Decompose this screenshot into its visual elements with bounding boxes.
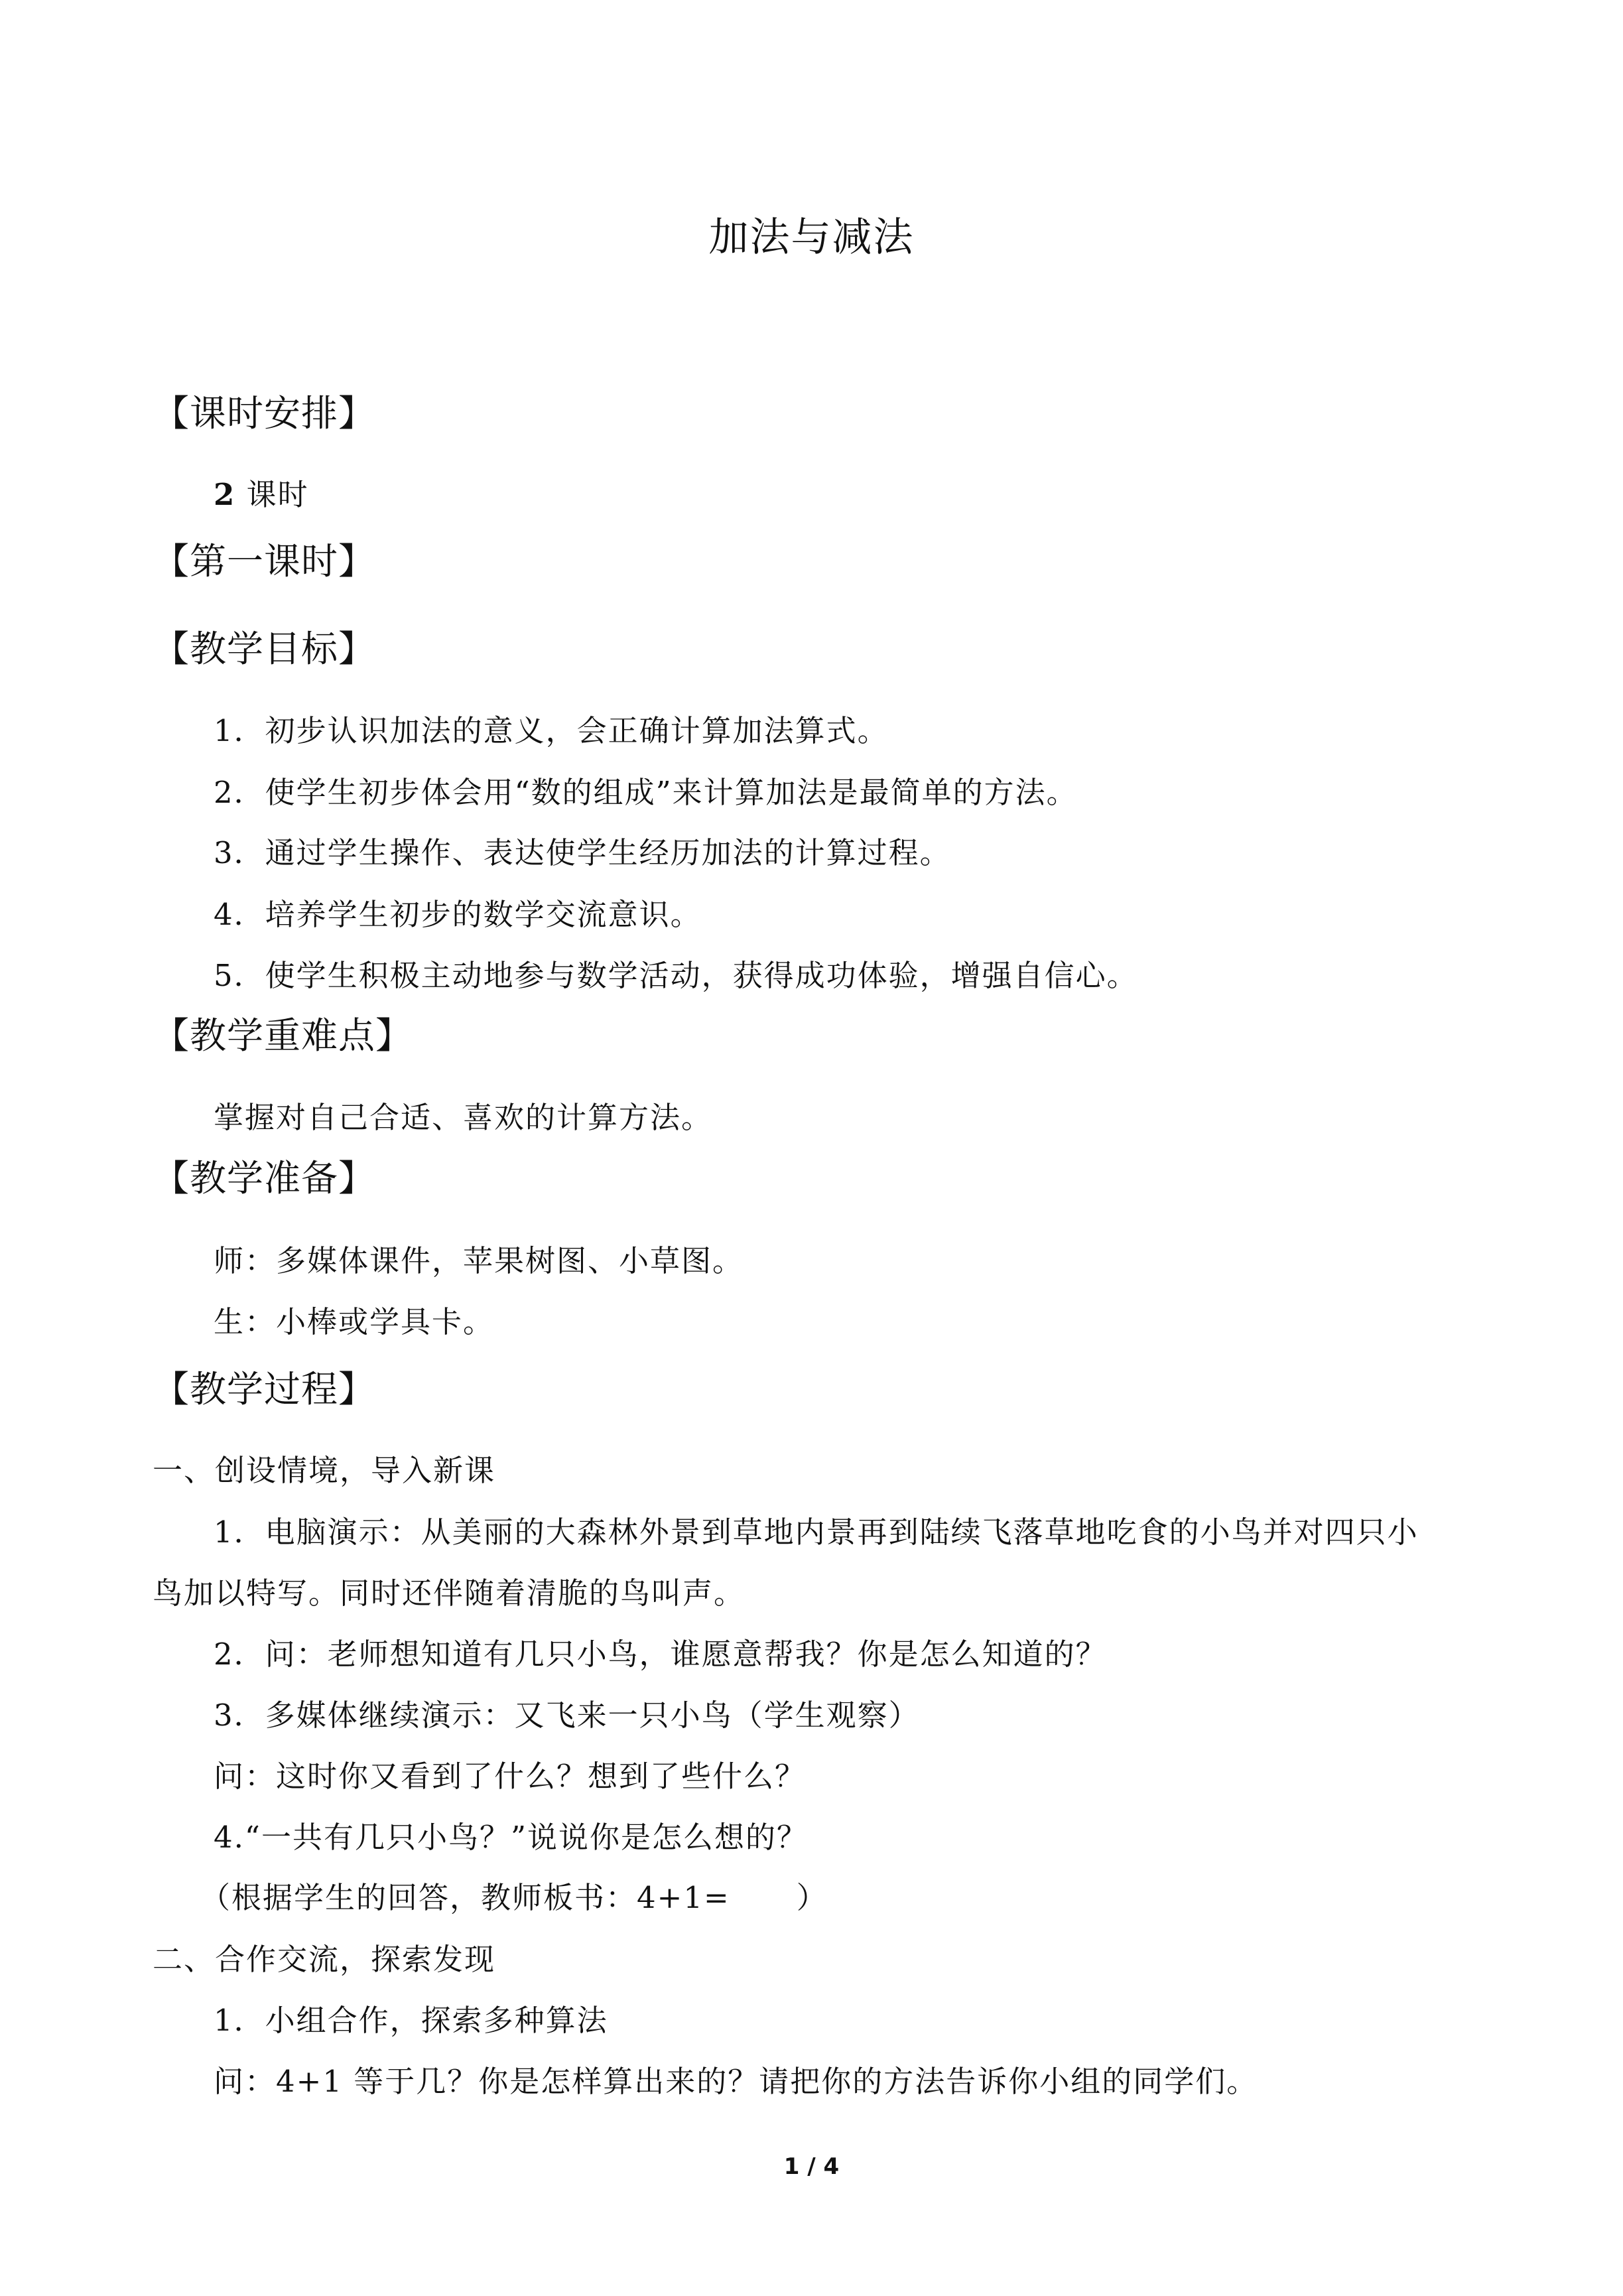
section-1-item-4-note xyxy=(200,1878,828,1918)
schedule-number: 2 xyxy=(214,477,236,512)
section-2-title: 二、合作交流，探索发现 xyxy=(153,1942,496,1977)
document-title: 加法与减法 xyxy=(708,214,915,261)
section-1-item-4: 4.“一共有几只小鸟？”说说你是怎么想的？ xyxy=(214,1820,808,1855)
board-note-equation: （根据学生的回答，教师板书：4+1= xyxy=(200,1880,730,1915)
goal-item-4: 4．培养学生初步的数学交流意识。 xyxy=(214,897,702,932)
schedule-line xyxy=(214,475,309,515)
section-1-item-2: 2．问：老师想知道有几只小鸟，谁愿意帮我？你是怎么知道的？ xyxy=(214,1637,1107,1672)
goal-item-1: 1．初步认识加法的意义，会正确计算加法算式。 xyxy=(214,713,889,748)
heading-process: 【教学过程】 xyxy=(153,1368,376,1410)
prep-student: 生：小棒或学具卡。 xyxy=(214,1304,495,1339)
heading-first-lesson: 【第一课时】 xyxy=(153,540,376,582)
heading-schedule: 【课时安排】 xyxy=(153,392,376,435)
key-points-text: 掌握对自己合适、喜欢的计算方法。 xyxy=(214,1100,713,1135)
heading-preparation: 【教学准备】 xyxy=(153,1157,376,1199)
goal-item-3: 3．通过学生操作、表达使学生经历加法的计算过程。 xyxy=(214,835,951,870)
section-1-item-3: 3．多媒体继续演示：又飞来一只小鸟（学生观察） xyxy=(214,1698,920,1733)
section-1-item-1-line-1: 1．电脑演示：从美丽的大森林外景到草地内景再到陆续飞落草地吃食的小鸟并对四只小 xyxy=(214,1515,1419,1550)
section-2-item-1: 1．小组合作，探索多种算法 xyxy=(214,2003,608,2038)
section-1-item-3-question: 问：这时你又看到了什么？想到了些什么？ xyxy=(214,1759,807,1794)
prep-teacher: 师：多媒体课件，苹果树图、小草图。 xyxy=(214,1243,744,1278)
section-2-item-1-question: 问：4+1 等于几？你是怎样算出来的？请把你的方法告诉你小组的同学们。 xyxy=(214,2064,1258,2099)
schedule-unit: 课时 xyxy=(235,477,309,512)
board-note-close: ） xyxy=(796,1880,828,1915)
goal-item-5: 5．使学生积极主动地参与数学活动，获得成功体验，增强自信心。 xyxy=(214,958,1138,993)
page-number: 1 / 4 xyxy=(783,2153,840,2180)
goal-item-2: 2．使学生初步体会用“数的组成”来计算加法是最简单的方法。 xyxy=(214,775,1078,810)
section-1-item-1-line-2: 鸟加以特写。同时还伴随着清脆的鸟叫声。 xyxy=(153,1576,746,1611)
section-1-title: 一、创设情境，导入新课 xyxy=(153,1453,496,1488)
heading-goals: 【教学目标】 xyxy=(153,628,376,670)
heading-key-points: 【教学重难点】 xyxy=(153,1014,413,1057)
